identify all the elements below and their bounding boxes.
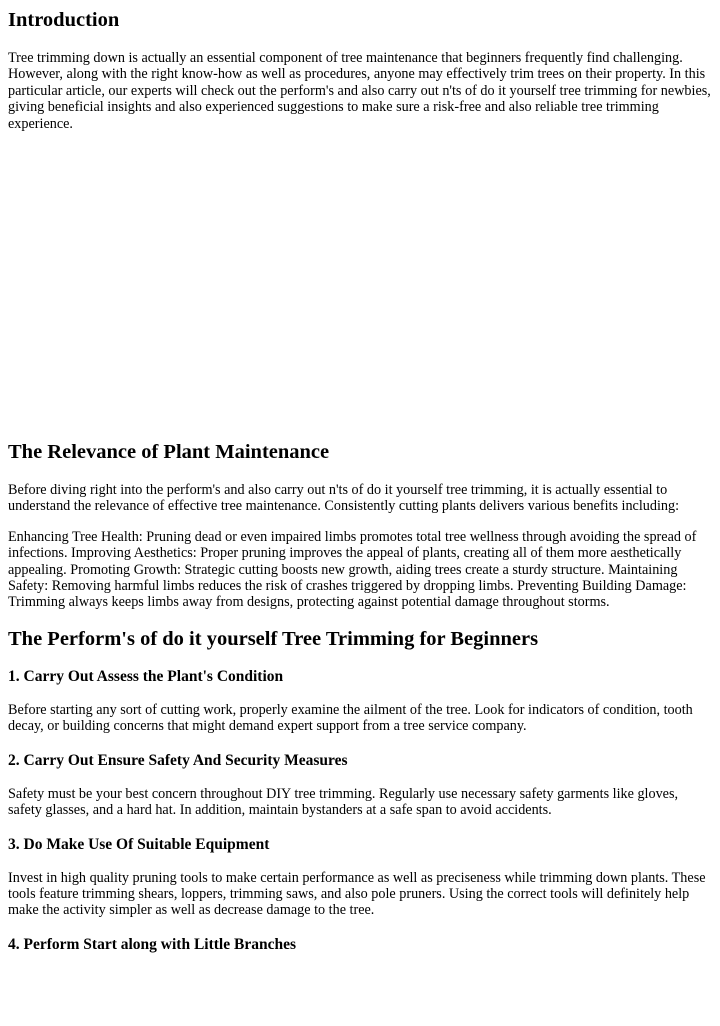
step-3-title: 3. Do Make Use Of Suitable Equipment (8, 835, 270, 853)
blank-image-area (8, 132, 714, 440)
document-page (0, 8, 720, 1026)
relevance-paragraph-benefits: Enhancing Tree Health: Pruning dead or even impaired limbs promotes total tree wellness through avoiding the spread of infections. Improving Aesthetics: Proper pruning improves the appeal of plants, creating all of them more aesthetically appealing. Promoting Growth: Strategic cutting boosts new growth, aiding trees create a sturdy structure. Maintaining Safety: Removing harmful limbs reduces the risk of crashes triggered by dropping limbs. Preventing Building Damage: Trimming always keeps limbs away from designs, protecting against potential damage throughout storms. (8, 528, 697, 611)
intro-paragraph: Tree trimming down is actually an essential component of tree maintenance that beginners frequently find challenging. However, along with the right know-how as well as procedures, anyone may effectively trim trees on their property. In this particular article, our experts will check out the perform's and also carry out n'ts of do it yourself tree trimming for newbies, giving beneficial insights and also experienced suggestions to make sure a risk-free and also reliable tree trimming experience. (8, 50, 711, 132)
step-2-text: Safety must be your best concern throughout DIY tree trimming. Regularly use necessary safety garments like gloves, safety glasses, and a hard hat. In addition, maintain bystanders at a safe span to avoid accidents. (8, 785, 679, 819)
relevance-paragraph-intro: Before diving right into the perform's and also carry out n'ts of do it yourself tree trimming, it is actually essential to understand the relevance of effective tree maintenance. Consistently cutting plants delivers various benefits including: (8, 482, 680, 515)
step-2-title: 2. Carry Out Ensure Safety And Security Measures (8, 751, 348, 769)
performs-heading: The Perform's of do it yourself Tree Trimming for Beginners (8, 627, 539, 650)
relevance-heading: The Relevance of Plant Maintenance (8, 441, 330, 464)
step-3-text: Invest in high quality pruning tools to make certain performance as well as preciseness while trimming down plants. These tools feature trimming shears, loppers, trimming saws, and also pole pruners. Using the correct tools will definitely help make the activity simpler as well as decrease damage to the tree. (8, 869, 706, 919)
step-1-text: Before starting any sort of cutting work, properly examine the ailment of the tree. Look for indicators of condition, tooth decay, or building concerns that might demand expert support from a tree service company. (8, 701, 693, 735)
step-1-title: 1. Carry Out Assess the Plant's Condition (8, 667, 284, 685)
intro-heading: Introduction (8, 9, 120, 31)
step-4-title: 4. Perform Start along with Little Branches (8, 935, 296, 953)
